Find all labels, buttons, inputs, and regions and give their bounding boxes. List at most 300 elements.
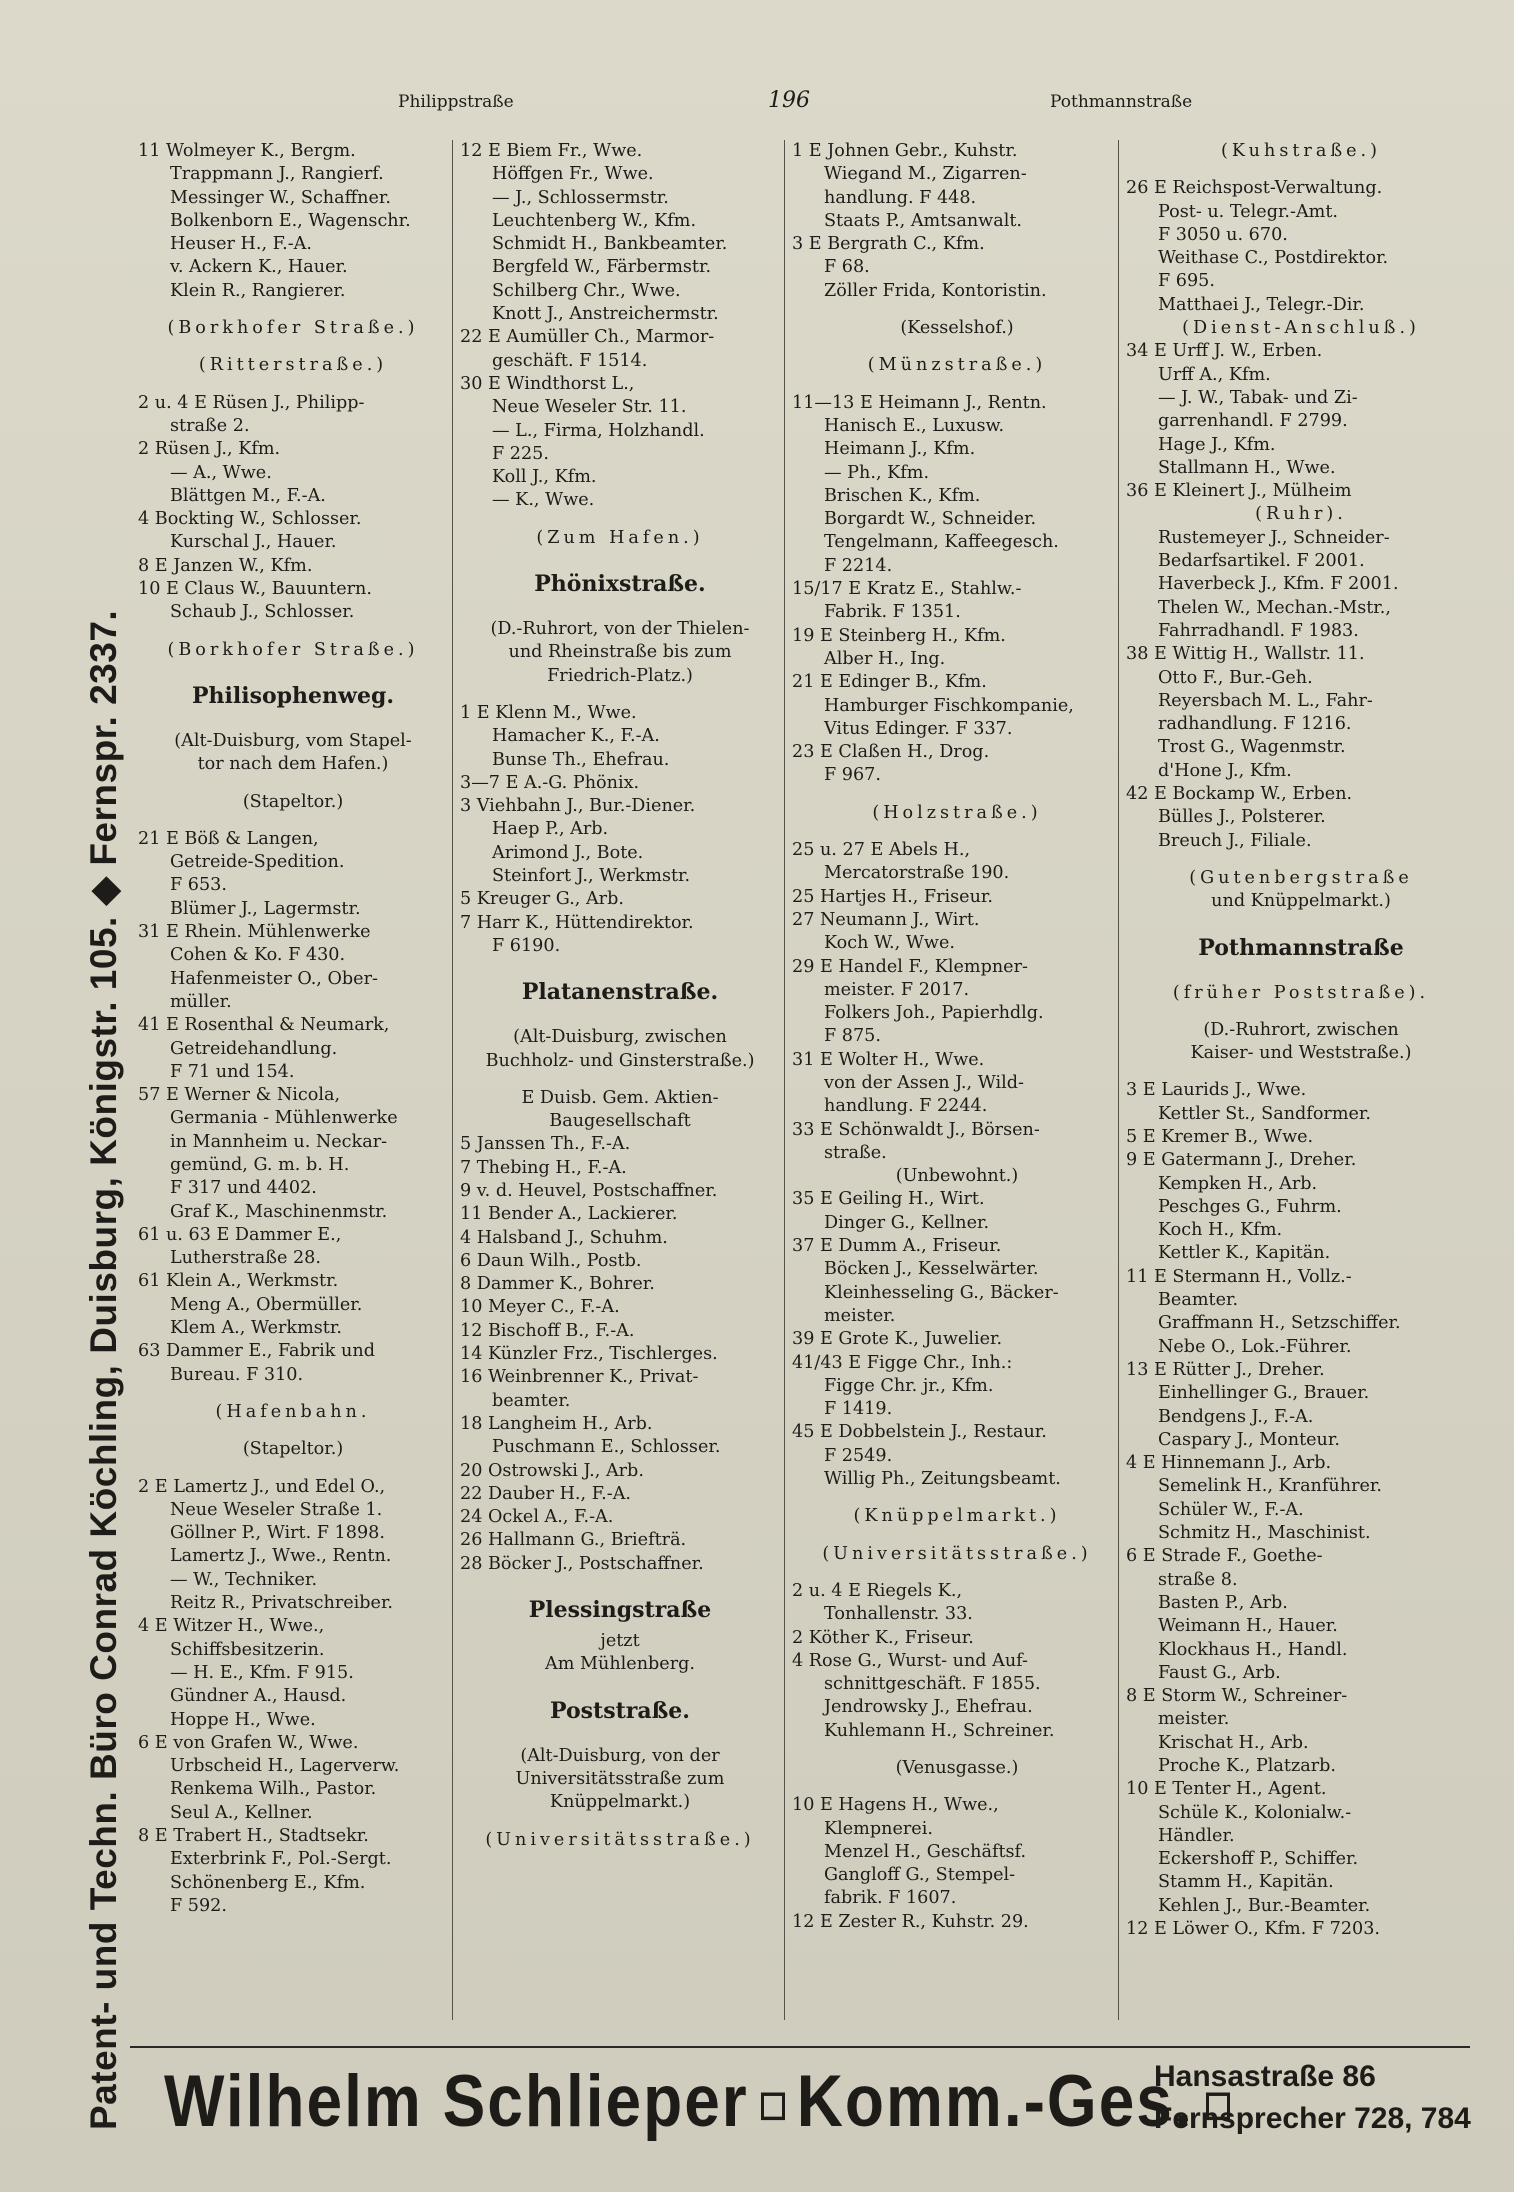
directory-entry-continuation: straße.	[824, 1142, 887, 1163]
directory-entry: 25 Hartjes H., Friseur.	[792, 886, 993, 907]
directory-entry: 10 E Tenter H., Agent.	[1126, 1779, 1327, 1800]
directory-entry: Leuchtenberg W., Kfm.	[492, 210, 697, 231]
directory-entry: Hamacher K., F.-A.	[492, 726, 660, 747]
directory-entry-continuation: F 71 und 154.	[170, 1061, 295, 1082]
directory-entry: Kuhlemann H., Schreiner.	[824, 1720, 1055, 1741]
directory-entry-continuation: müller.	[170, 991, 232, 1012]
directory-entry: Böcken J., Kesselwärter.	[824, 1259, 1039, 1280]
directory-entry: Schüle K., Kolonialw.-	[1158, 1802, 1352, 1823]
spacer	[460, 604, 780, 618]
directory-entry: Menzel H., Geschäftsf.	[824, 1841, 1027, 1862]
directory-entry: 15/17 E Kratz E., Stahlw.-	[792, 579, 1022, 600]
directory-entry: — L., Firma, Holzhandl.	[492, 420, 705, 441]
directory-entry: 5 Janssen Th., F.-A.	[460, 1134, 631, 1155]
street-note: Friedrich-Platz.)	[547, 665, 693, 686]
directory-entry: Proche K., Platzarb.	[1158, 1756, 1336, 1776]
directory-entry: Heuser H., F.-A.	[170, 234, 312, 255]
spacer	[460, 1576, 780, 1590]
directory-entry-continuation: F 875.	[824, 1026, 881, 1047]
directory-entry: Trost G., Wagenmstr.	[1158, 737, 1346, 758]
directory-entry: Breuch J., Filiale.	[1158, 830, 1312, 851]
directory-column-2	[460, 140, 780, 1852]
directory-entry: Kettler K., Kapitän.	[1158, 1243, 1331, 1264]
directory-entry-continuation: Lutherstraße 28.	[170, 1248, 321, 1269]
directory-entry-continuation: F 68.	[824, 257, 870, 278]
directory-entry: Haep P., Arb.	[492, 819, 609, 840]
directory-entry: Matthaei J., Telegr.-Dir.	[1158, 294, 1365, 315]
directory-entry: 3 Viehbahn J., Bur.-Diener.	[460, 796, 696, 817]
directory-entry: 25 u. 27 E Abels H.,	[792, 840, 971, 861]
directory-entry: 5 E Kremer B., Wwe.	[1126, 1126, 1314, 1147]
directory-entry: 11 E Stermann H., Vollz.-	[1126, 1266, 1352, 1287]
footer-ad-main	[164, 2058, 1242, 2143]
directory-entry: 14 Künzler Frz., Tischlerges.	[460, 1344, 718, 1365]
directory-entry: Hanisch E., Luxusw.	[824, 415, 1005, 436]
directory-entry: 61 Klein A., Werkmstr.	[138, 1271, 339, 1292]
directory-entry: Staats P., Amtsanwalt.	[824, 210, 1022, 231]
directory-entry-continuation: v. Ackern K., Hauer.	[170, 257, 348, 278]
spacer	[138, 378, 448, 392]
directory-entry-continuation: Beamter.	[1158, 1290, 1239, 1311]
directory-entry: 22 Dauber H., F.-A.	[460, 1483, 632, 1504]
street-note: (D.-Ruhrort, von der Thielen-	[490, 619, 750, 640]
directory-entry-continuation: Mercatorstraße 190.	[824, 863, 1010, 884]
spacer	[138, 1424, 448, 1438]
spacer	[460, 688, 780, 702]
directory-entry: Koch H., Kfm.	[1158, 1220, 1283, 1241]
directory-entry-continuation: d'Hone J., Kfm.	[1158, 760, 1292, 781]
cross-street: (Hafenbahn.	[215, 1401, 371, 1422]
directory-entry-continuation: handlung. F 2244.	[824, 1096, 988, 1117]
directory-entry: Weithase C., Postdirektor.	[1158, 248, 1389, 269]
street-note: (Stapeltor.)	[242, 1439, 344, 1460]
spacer	[138, 716, 448, 730]
directory-entry-continuation: radhandlung. F 1216.	[1158, 714, 1352, 735]
cross-street: (Münzstraße.)	[867, 355, 1047, 376]
directory-entry: Reyersbach M. L., Fahr-	[1158, 690, 1373, 711]
directory-entry-continuation: Germania - Mühlenwerke	[170, 1108, 398, 1129]
directory-entry: 31 E Rhein. Mühlenwerke	[138, 922, 371, 943]
directory-entry: Rustemeyer J., Schneider-	[1158, 527, 1390, 548]
directory-entry-continuation: Fabrik. F 1351.	[824, 602, 961, 623]
directory-entry: 36 E Kleinert J., Mülheim	[1126, 481, 1352, 502]
directory-column-1	[138, 140, 448, 1918]
spacer	[138, 303, 448, 317]
directory-entry-continuation: Schiffsbesitzerin.	[170, 1639, 325, 1660]
directory-entry: Heimann J., Kfm.	[824, 439, 976, 460]
directory-entry-continuation: F 653.	[170, 875, 227, 896]
directory-entry: Alber H., Ing.	[824, 648, 946, 669]
directory-entry: Seul A., Kellner.	[170, 1802, 313, 1823]
street-note: (Alt-Duisburg, von der	[520, 1745, 720, 1766]
directory-entry-continuation: meister.	[1158, 1709, 1230, 1730]
directory-entry: Nebe O., Lok.-Führer.	[1158, 1336, 1352, 1357]
spacer	[792, 825, 1122, 839]
directory-entry: 12 E Zester R., Kuhstr. 29.	[792, 1911, 1029, 1932]
directory-entry-continuation: gemünd, G. m. b. H.	[170, 1154, 350, 1175]
directory-entry-continuation: in Mannheim u. Neckar-	[170, 1131, 388, 1152]
directory-entry: Kettler St., Sandformer.	[1158, 1103, 1371, 1124]
directory-entry: 12 Bischoff B., F.-A.	[460, 1320, 635, 1341]
side-advertisement: Patent- und Techn. Büro Conrad Köchling, Duisburg, Königstr. 105. ◆ Fernspr. 2337.	[83, 609, 124, 2130]
directory-entry: Klockhaus H., Handl.	[1158, 1639, 1348, 1660]
directory-entry: 33 E Schönwaldt J., Börsen-	[792, 1119, 1040, 1140]
directory-entry: — A., Wwe.	[170, 462, 272, 483]
directory-entry: 11—13 E Heimann J., Rentn.	[792, 392, 1047, 413]
street-heading: Poststraße.	[550, 1697, 690, 1724]
directory-entry-continuation: F 967.	[824, 765, 881, 786]
directory-entry: Dinger G., Kellner.	[824, 1212, 990, 1233]
running-head-right: Pothmannstraße	[1050, 92, 1193, 112]
directory-entry: Wiegand M., Zigarren-	[824, 164, 1027, 185]
directory-entry: — J., Schlossermstr.	[492, 187, 669, 208]
spacer	[460, 513, 780, 527]
directory-entry: 24 Ockel A., F.-A.	[460, 1507, 614, 1528]
directory-entry: 28 Böcker J., Postschaffner.	[460, 1553, 704, 1574]
street-note: und Rheinstraße bis zum	[508, 642, 732, 663]
directory-entry-continuation: F 592.	[170, 1895, 227, 1916]
directory-column-3	[792, 140, 1122, 1934]
directory-entry: 5 Kreuger G., Arb.	[460, 889, 624, 910]
square-ornament-icon	[761, 2093, 785, 2121]
directory-entry: Bergfeld W., Färbermstr.	[492, 257, 712, 278]
directory-entry: Messinger W., Schaffner.	[170, 187, 391, 208]
directory-entry-continuation: garrenhandl. F 2799.	[1158, 411, 1348, 432]
directory-entry: 57 E Werner & Nicola,	[138, 1085, 341, 1106]
directory-entry: 4 E Hinnemann J., Arb.	[1126, 1453, 1332, 1474]
spacer	[138, 662, 448, 676]
directory-entry-continuation: F 2214.	[824, 555, 893, 576]
street-heading: Philisophenweg.	[191, 682, 395, 709]
directory-entry-continuation: Bedarfsartikel. F 2001.	[1158, 551, 1365, 572]
directory-entry: 34 E Urff J. W., Erben.	[1126, 341, 1323, 362]
directory-entry: Zöller Frida, Kontoristin.	[824, 280, 1047, 301]
directory-entry: 8 E Storm W., Schreiner-	[1126, 1686, 1348, 1707]
directory-entry: 10 Meyer C., F.-A.	[460, 1297, 620, 1318]
directory-entry: Tengelmann, Kaffeegesch.	[824, 532, 1059, 553]
directory-entry: 2 E Lamertz J., und Edel O.,	[138, 1476, 386, 1497]
directory-entry: Kehlen J., Bur.-Beamter.	[1158, 1895, 1371, 1916]
directory-entry: 38 E Wittig H., Wallstr. 11.	[1126, 644, 1365, 665]
directory-entry: 4 Halsband J., Schuhm.	[460, 1227, 668, 1248]
directory-entry-continuation: handlung. F 448.	[824, 187, 977, 208]
directory-entry: 8 Dammer K., Bohrer.	[460, 1274, 655, 1295]
directory-entry: 4 E Witzer H., Wwe.,	[138, 1616, 325, 1637]
directory-entry: 8 E Trabert H., Stadtsekr.	[138, 1826, 369, 1846]
cross-street: (früher Poststraße).	[1172, 982, 1430, 1003]
directory-entry: Peschges G., Fuhrm.	[1158, 1196, 1342, 1217]
directory-entry: Hamburger Fischkompanie,	[824, 695, 1074, 716]
directory-entry: Basten P., Arb.	[1158, 1592, 1288, 1613]
directory-entry-continuation: F 1419.	[824, 1399, 893, 1420]
spacer	[792, 1491, 1122, 1505]
directory-entry: 9 E Gatermann J., Dreher.	[1126, 1150, 1357, 1171]
directory-entry: Göllner P., Wirt. F 1898.	[170, 1523, 385, 1544]
directory-entry-continuation: straße 2.	[170, 415, 250, 436]
directory-entry-continuation: beamter.	[492, 1390, 571, 1411]
directory-entry: 18 Langheim H., Arb.	[460, 1413, 653, 1434]
directory-entry: — Ph., Kfm.	[824, 462, 930, 483]
street-note: (Venusgasse.)	[895, 1758, 1019, 1778]
street-note: Am Mühlenberg.	[545, 1654, 695, 1675]
directory-entry: Schüler W., F.-A.	[1158, 1499, 1304, 1520]
directory-entry-continuation: geschäft. F 1514.	[492, 350, 648, 371]
directory-entry: Hage J., Kfm.	[1158, 434, 1276, 455]
directory-entry: 8 E Janzen W., Kfm.	[138, 555, 313, 576]
directory-entry: Schaub J., Schlosser.	[170, 602, 355, 623]
directory-entry-continuation: F 2549.	[824, 1445, 893, 1466]
directory-entry-continuation: meister. F 2017.	[824, 979, 970, 1000]
directory-entry: 6 E von Grafen W., Wwe.	[138, 1732, 359, 1753]
street-note: E Duisb. Gem. Aktien-	[521, 1087, 719, 1108]
directory-entry: Semelink H., Kranführer.	[1158, 1476, 1382, 1497]
directory-entry: 3 E Bergrath C., Kfm.	[792, 234, 985, 255]
directory-entry: Reitz R., Privatschreiber.	[170, 1593, 394, 1614]
cross-street: (Ritterstraße.)	[198, 355, 388, 376]
directory-entry: 21 E Edinger B., Kfm.	[792, 672, 987, 693]
directory-entry-continuation: Neue Weseler Straße 1.	[170, 1499, 383, 1520]
directory-entry: Hoppe H., Wwe.	[170, 1709, 316, 1730]
directory-entry: Faust G., Arb.	[1158, 1662, 1281, 1683]
spacer	[460, 1073, 780, 1087]
directory-entry: 2 u. 4 E Riegels K.,	[792, 1580, 963, 1601]
street-note: Kaiser- und Weststraße.)	[1190, 1043, 1412, 1064]
directory-entry: Stallmann H., Wwe.	[1158, 457, 1336, 478]
directory-entry: Bülles J., Polsterer.	[1158, 807, 1326, 828]
directory-entry: Gündner A., Hausd.	[170, 1686, 347, 1707]
directory-entry: Schmitz H., Maschinist.	[1158, 1523, 1371, 1544]
directory-entry: Höffgen Fr., Wwe.	[492, 164, 654, 185]
street-note: Knüppelmarkt.)	[549, 1792, 691, 1813]
directory-entry: 2 u. 4 E Rüsen J., Philipp-	[138, 392, 365, 413]
directory-entry: 23 E Claßen H., Drog.	[792, 742, 990, 763]
footer-rule	[130, 2046, 1470, 2048]
directory-entry: Blättgen M., F.-A.	[170, 485, 326, 506]
directory-entry: Steinfort J., Werkmstr.	[492, 866, 691, 887]
spacer	[792, 1566, 1122, 1580]
directory-entry: Urbscheid H., Lagerverw.	[170, 1756, 400, 1777]
cross-street: (Gutenbergstraße	[1189, 867, 1413, 888]
street-note: Universitätsstraße zum	[515, 1768, 725, 1789]
directory-entry: Figge Chr. jr., Kfm.	[824, 1375, 994, 1396]
column-divider	[784, 140, 785, 2020]
spacer	[792, 1529, 1122, 1543]
spacer	[792, 378, 1122, 392]
directory-entry: Thelen W., Mechan.-Mstr.,	[1158, 597, 1391, 618]
directory-entry: 29 E Handel F., Klempner-	[792, 956, 1028, 977]
street-heading: Pothmannstraße	[1198, 934, 1404, 961]
directory-entry: Kleinhesseling G., Bäcker-	[824, 1282, 1059, 1303]
running-head-left: Philippstraße	[398, 92, 514, 112]
footer-ad-company: Komm.-Ges.	[796, 2059, 1194, 2142]
directory-entry: 61 u. 63 E Dammer E.,	[138, 1224, 342, 1245]
spacer	[792, 788, 1122, 802]
directory-entry: Brischen K., Kfm.	[824, 485, 981, 506]
spacer	[460, 1677, 780, 1691]
directory-entry: Puschmann E., Schlosser.	[492, 1437, 721, 1458]
directory-entry: Otto F., Bur.-Geh.	[1158, 667, 1313, 688]
directory-entry: 37 E Dumm A., Friseur.	[792, 1236, 1002, 1257]
spacer	[460, 1731, 780, 1745]
directory-entry: Schilberg Chr., Wwe.	[492, 280, 681, 301]
directory-entry: 42 E Bockamp W., Erben.	[1126, 784, 1353, 805]
directory-entry-continuation: schnittgeschäft. F 1855.	[824, 1674, 1041, 1695]
directory-entry: Renkema Wilh., Pastor.	[170, 1779, 377, 1800]
directory-entry: 11 Wolmeyer K., Bergm.	[138, 141, 356, 161]
directory-entry-continuation: Tonhallenstr. 33.	[824, 1604, 973, 1625]
directory-entry: Eckershoff P., Schiffer.	[1158, 1849, 1359, 1870]
directory-entry: Krischat H., Arb.	[1158, 1732, 1309, 1753]
directory-entry: 7 Harr K., Hüttendirektor.	[460, 912, 694, 933]
directory-entry: 3 E Laurids J., Wwe.	[1126, 1080, 1307, 1101]
directory-entry-continuation: straße 8.	[1158, 1569, 1238, 1590]
spacer	[792, 1780, 1122, 1794]
street-note: (Kesselshof.)	[900, 318, 1014, 339]
directory-entry: 3—7 E A.-G. Phönix.	[460, 772, 640, 793]
directory-entry-continuation: Getreide-Spedition.	[170, 852, 345, 873]
directory-entry-continuation: F 695.	[1158, 271, 1215, 292]
directory-entry: 26 E Reichspost-Verwaltung.	[1126, 178, 1383, 199]
cross-street: (Ruhr).	[1255, 504, 1347, 525]
street-heading: Plessingstraße	[528, 1597, 712, 1624]
spacer	[1126, 163, 1476, 177]
footer-ad-phone: Fernsprecher 728, 784	[1154, 2102, 1471, 2135]
directory-entry: Einhellinger G., Brauer.	[1158, 1383, 1370, 1404]
directory-entry: 41/43 E Figge Chr., Inh.:	[792, 1352, 1013, 1373]
cross-street: (Zum Hafen.)	[536, 527, 704, 548]
directory-entry: Weimann H., Hauer.	[1158, 1616, 1338, 1637]
directory-entry: Gangloff G., Stempel-	[824, 1865, 1016, 1886]
directory-entry: Trappmann J., Rangierf.	[170, 164, 384, 185]
directory-entry: 6 Daun Wilh., Postb.	[460, 1250, 642, 1271]
cross-street: (Universitätsstraße.)	[822, 1543, 1092, 1564]
directory-entry: Willig Ph., Zeitungsbeamt.	[824, 1469, 1061, 1490]
directory-entry: 26 Hallmann G., Briefträ.	[460, 1530, 687, 1551]
directory-entry: Schmidt H., Bankbeamter.	[492, 234, 728, 255]
directory-entry: 10 E Claus W., Bauuntern.	[138, 579, 372, 600]
directory-entry: Klein R., Rangierer.	[170, 280, 346, 301]
directory-entry: Lamertz J., Wwe., Rentn.	[170, 1546, 392, 1567]
directory-entry: 9 v. d. Heuvel, Postschaffner.	[460, 1180, 718, 1201]
directory-entry-continuation: F 317 und 4402.	[170, 1178, 317, 1199]
directory-entry: Meng A., Obermüller.	[170, 1294, 363, 1315]
directory-column-4	[1126, 140, 1476, 1941]
directory-entry: 19 E Steinberg H., Kfm.	[792, 625, 1006, 646]
directory-entry-continuation: F 225.	[492, 443, 549, 464]
directory-entry: 6 E Strade F., Goethe-	[1126, 1546, 1323, 1567]
directory-entry-continuation: von der Assen J., Wild-	[824, 1072, 1024, 1093]
directory-entry: Exterbrink F., Pol.-Sergt.	[170, 1849, 392, 1870]
spacer	[1126, 1065, 1476, 1079]
directory-entry-continuation: Cohen & Ko. F 430.	[170, 945, 346, 966]
directory-entry: 4 Rose G., Wurst- und Auf-	[792, 1650, 1028, 1671]
directory-entry: 2 Köther K., Friseur.	[792, 1627, 974, 1648]
directory-entry: 10 E Hagens H., Wwe.,	[792, 1795, 999, 1816]
cross-street: (Holzstraße.)	[872, 802, 1042, 823]
directory-entry: 12 E Löwer O., Kfm. F 7203.	[1126, 1919, 1381, 1940]
directory-entry: 11 Bender A., Lackierer.	[460, 1204, 678, 1225]
directory-entry-continuation: Post- u. Telegr.-Amt.	[1158, 201, 1339, 222]
spacer	[1126, 968, 1476, 982]
directory-entry: 21 E Böß & Langen,	[138, 828, 319, 849]
street-note: Baugesellschaft	[549, 1111, 691, 1132]
footer-ad-contact	[1154, 2056, 1471, 2140]
directory-entry: 63 Dammer E., Fabrik und	[138, 1341, 375, 1362]
directory-entry: Borgardt W., Schneider.	[824, 509, 1037, 530]
directory-entry-continuation: Fahrradhandl. F 1983.	[1158, 620, 1359, 641]
directory-entry: Graf K., Maschinenmstr.	[170, 1201, 388, 1222]
directory-entry: 7 Thebing H., F.-A.	[460, 1157, 627, 1178]
spacer	[792, 1743, 1122, 1757]
directory-entry: Schönenberg E., Kfm.	[170, 1872, 366, 1893]
street-note: (Stapeltor.)	[242, 791, 344, 812]
street-note: (Alt-Duisburg, vom Stapel-	[174, 730, 412, 751]
directory-entry: — W., Techniker.	[170, 1569, 318, 1590]
directory-entry: 31 E Wolter H., Wwe.	[792, 1049, 985, 1070]
directory-entry: Blümer J., Lagermstr.	[170, 898, 361, 919]
directory-entry: 45 E Dobbelstein J., Restaur.	[792, 1422, 1047, 1443]
street-note: tor nach dem Hafen.)	[197, 754, 389, 775]
directory-entry: Klem A., Werkmstr.	[170, 1318, 342, 1339]
street-note: (Unbewohnt.)	[895, 1166, 1019, 1187]
spacer	[792, 303, 1122, 317]
directory-entry: 41 E Rosenthal & Neumark,	[138, 1015, 390, 1036]
spacer	[1126, 853, 1476, 867]
directory-entry: Haverbeck J., Kfm. F 2001.	[1158, 574, 1399, 595]
directory-entry: Kempken H., Arb.	[1158, 1173, 1318, 1194]
spacer	[792, 340, 1122, 354]
directory-entry: 30 E Windthorst L.,	[460, 373, 635, 394]
cross-street: (Universitätsstraße.)	[485, 1829, 755, 1850]
column-divider	[452, 140, 453, 2020]
footer-ad-name: Wilhelm Schlieper	[164, 2059, 749, 2142]
directory-entry: 35 E Geiling H., Wirt.	[792, 1189, 985, 1210]
spacer	[138, 1387, 448, 1401]
directory-entry: Knott J., Anstreichermstr.	[492, 304, 719, 325]
directory-entry: — J. W., Tabak- und Zi-	[1158, 387, 1358, 408]
directory-entry-continuation: Bureau. F 310.	[170, 1364, 304, 1385]
directory-entry: Urff A., Kfm.	[1158, 364, 1271, 385]
directory-entry-continuation: F 3050 u. 670.	[1158, 224, 1288, 245]
directory-entry: 39 E Grote K., Juwelier.	[792, 1329, 1003, 1350]
directory-entry: Bolkenborn E., Wagenschr.	[170, 210, 411, 231]
spacer	[138, 814, 448, 828]
street-note: Buchholz- und Ginsterstraße.)	[485, 1050, 755, 1071]
directory-entry: Arimond J., Bote.	[492, 842, 644, 863]
directory-entry: 13 E Rütter J., Dreher.	[1126, 1359, 1325, 1380]
directory-entry: 22 E Aumüller Ch., Marmor-	[460, 327, 715, 348]
directory-entry: 2 Rüsen J., Kfm.	[138, 439, 281, 460]
spacer	[1126, 1005, 1476, 1019]
directory-entry-continuation: meister.	[824, 1305, 896, 1326]
street-heading: Platanenstraße.	[521, 979, 719, 1006]
spacer	[138, 340, 448, 354]
spacer	[1126, 914, 1476, 928]
spacer	[138, 1462, 448, 1476]
street-heading: Phönixstraße.	[534, 571, 706, 598]
street-note: und Knüppelmarkt.)	[1211, 891, 1391, 912]
directory-entry-continuation: fabrik. F 1607.	[824, 1888, 957, 1909]
directory-entry: Stamm H., Kapitän.	[1158, 1872, 1334, 1893]
directory-entry: 1 E Johnen Gebr., Kuhstr.	[792, 141, 1018, 161]
page-number: 196	[768, 88, 810, 113]
spacer	[460, 550, 780, 564]
directory-entry: 12 E Biem Fr., Wwe.	[460, 141, 643, 161]
directory-entry: Graffmann H., Setzschiffer.	[1158, 1313, 1401, 1334]
directory-entry: Koll J., Kfm.	[492, 467, 597, 488]
spacer	[460, 958, 780, 972]
directory-entry: Folkers Joh., Papierhdlg.	[824, 1003, 1044, 1024]
